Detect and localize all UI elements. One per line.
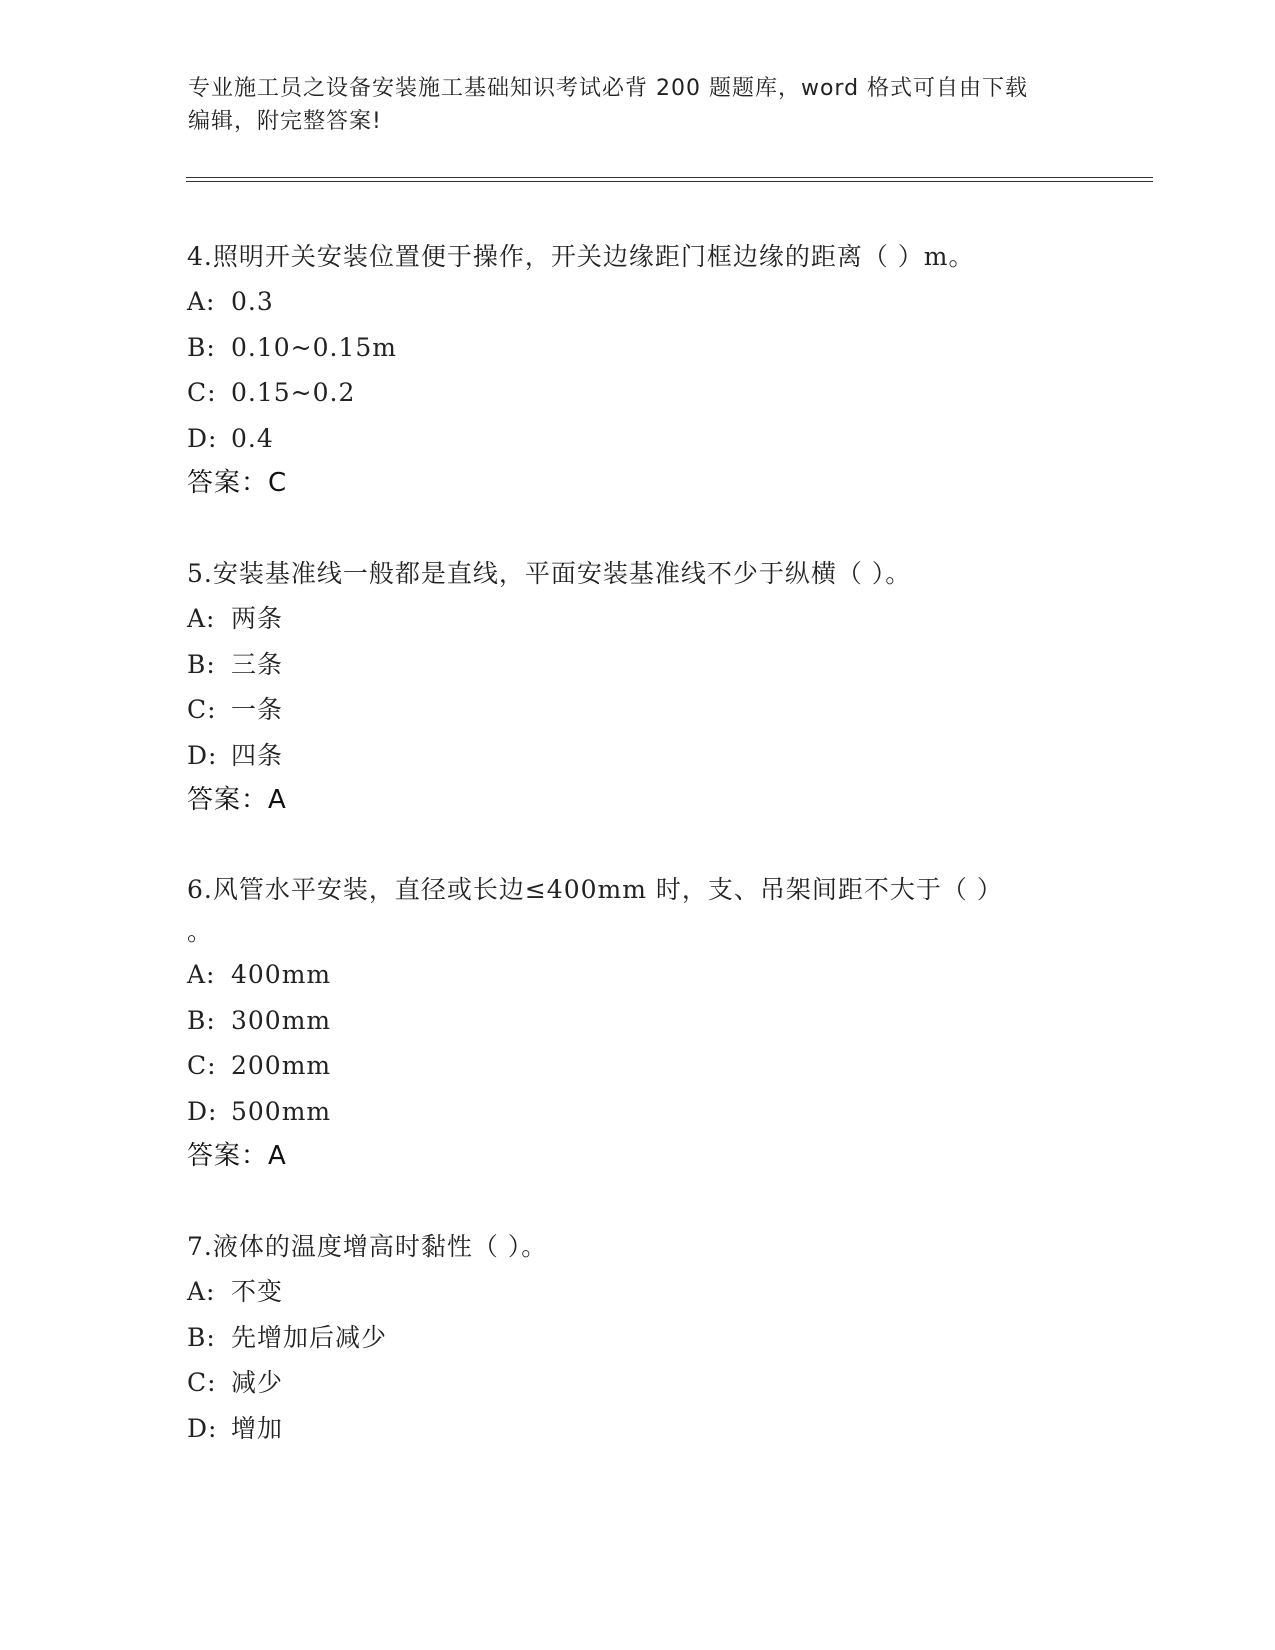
option-text: 0.4: [231, 423, 274, 453]
option-c: [187, 1360, 1087, 1406]
option-d: [187, 1089, 1087, 1135]
document-header: [188, 72, 1088, 138]
option-label: B:: [187, 332, 216, 362]
option-label: A:: [187, 287, 216, 316]
option-c: [187, 370, 1087, 416]
option-text: 0.10~0.15m: [231, 332, 397, 362]
question-stem-continuation: 。: [187, 917, 213, 946]
option-b: [187, 1315, 1087, 1361]
option-label: D:: [187, 1096, 218, 1126]
option-text: 200mm: [231, 1051, 332, 1080]
option-text: 一条: [231, 695, 284, 724]
option-text: 0.15~0.2: [231, 378, 356, 407]
option-b: [187, 642, 1087, 688]
option-label: D:: [187, 740, 218, 770]
question-stem: 6.风管水平安装，直径或长边≤400mm 时，支、吊架间距不大于（ ）: [187, 875, 1003, 904]
option-text: 500mm: [231, 1096, 332, 1126]
option-d: [187, 733, 1087, 779]
option-label: B:: [187, 1005, 216, 1035]
option-text: 两条: [231, 604, 284, 633]
question-7: [187, 1225, 1087, 1451]
option-d: [187, 1406, 1087, 1452]
question-4: [187, 235, 1087, 505]
answer-text: 答案：A: [187, 785, 287, 815]
option-a: [187, 952, 1087, 998]
option-a: [187, 1269, 1087, 1315]
option-label: C:: [187, 695, 217, 724]
header-divider: [186, 177, 1153, 182]
option-b: [187, 998, 1087, 1044]
option-label: C:: [187, 1051, 217, 1080]
option-a: [187, 596, 1087, 642]
answer-text: 答案：A: [187, 1141, 287, 1171]
option-label: D:: [187, 1413, 218, 1443]
question-stem: 4.照明开关安装位置便于操作，开关边缘距门框边缘的距离（ ）m。: [187, 242, 975, 271]
option-c: [187, 687, 1087, 733]
option-label: C:: [187, 378, 217, 407]
option-text: 300mm: [231, 1005, 332, 1035]
option-text: 三条: [231, 649, 284, 679]
question-6: [187, 868, 1087, 1178]
option-text: 0.3: [231, 287, 274, 316]
option-label: C:: [187, 1368, 217, 1397]
option-text: 减少: [231, 1368, 284, 1397]
option-text: 四条: [231, 740, 284, 770]
option-label: D:: [187, 423, 218, 453]
option-text: 400mm: [231, 960, 332, 989]
question-stem: 5.安装基准线一般都是直线，平面安装基准线不少于纵横（ ）。: [187, 559, 912, 588]
option-text: 先增加后减少: [231, 1322, 388, 1352]
question-5: [187, 552, 1087, 822]
option-b: [187, 325, 1087, 371]
question-stem: 7.液体的温度增高时黏性（ ）。: [187, 1232, 548, 1261]
option-text: 不变: [231, 1277, 284, 1306]
header-line-2: 编辑，附完整答案!: [188, 109, 382, 134]
option-c: [187, 1043, 1087, 1089]
option-label: A:: [187, 960, 216, 989]
header-line-1: 专业施工员之设备安装施工基础知识考试必背 200 题题库，word 格式可自由下载: [188, 76, 1029, 101]
option-text: 增加: [231, 1413, 284, 1443]
option-label: A:: [187, 1277, 216, 1306]
option-label: A:: [187, 604, 216, 633]
option-a: [187, 279, 1087, 325]
option-label: B:: [187, 649, 216, 679]
answer-text: 答案：C: [187, 468, 288, 498]
option-label: B:: [187, 1322, 216, 1352]
option-d: [187, 416, 1087, 462]
